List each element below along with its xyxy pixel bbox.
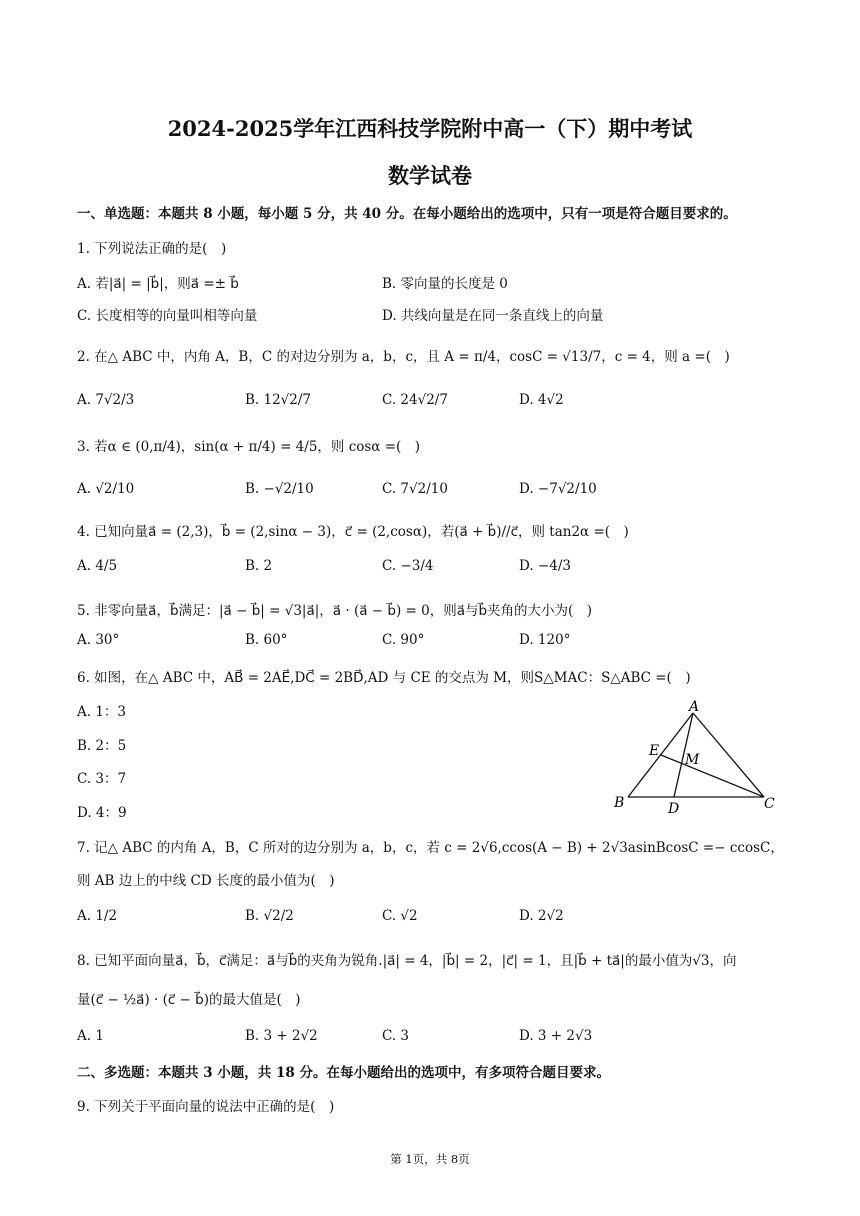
q1-option-b: B. 零向量的长度是 0 xyxy=(382,276,508,292)
q7-option-b: B. √2/2 xyxy=(245,908,294,924)
q5-option-b: B. 60° xyxy=(245,632,288,648)
question-8: 8. 已知平面向量a⃗，b⃗，c⃗满足：a⃗与b⃗的夹角为锐角.|a⃗| = 4，|b⃗| = 2，|c⃗| = 1，且|b⃗ + ta⃗|的最小值为√3，向 xyxy=(77,953,737,969)
q1-option-c: C. 长度相等的向量叫相等向量 xyxy=(77,308,258,324)
q5-option-d: D. 120° xyxy=(519,632,571,648)
question-5: 5. 非零向量a⃗，b⃗满足：|a⃗ − b⃗| = √3|a⃗|，a⃗ · (a⃗ − b⃗) = 0，则a⃗与b⃗夹角的大小为( ) xyxy=(77,603,593,619)
q8-option-a: A. 1 xyxy=(77,1028,104,1044)
q3-option-a: A. √2/10 xyxy=(77,481,135,497)
question-7: 7. 记△ ABC 的内角 A，B，C 所对的边分别为 a，b，c，若 c = 2√6,ccos(A − B) + 2√3asinBcosC =− ccosC， xyxy=(77,840,784,856)
q5-option-a: A. 30° xyxy=(77,632,120,648)
page-footer: 第 1页，共 8页 xyxy=(390,1152,470,1166)
question-7-cont: 则 AB 边上的中线 CD 长度的最小值为( ) xyxy=(77,873,335,889)
q8-option-b: B. 3 + 2√2 xyxy=(245,1028,318,1044)
q3-option-d: D. −7√2/10 xyxy=(519,481,597,497)
label-a: A xyxy=(689,699,700,715)
question-2: 2. 在△ ABC 中，内角 A，B，C 的对边分别为 a，b，c，且 A = π/4，cosC = √13/7，c = 4，则 a =( ) xyxy=(77,349,730,365)
triangle-figure xyxy=(608,695,788,820)
q1-option-d: D. 共线向量是在同一条直线上的向量 xyxy=(382,308,604,324)
q2-option-c: C. 24√2/7 xyxy=(382,392,448,408)
q8-option-d: D. 3 + 2√3 xyxy=(519,1028,593,1044)
question-1: 1. 下列说法正确的是( ) xyxy=(77,241,227,257)
q6-option-a: A. 1：3 xyxy=(77,704,127,720)
label-m: M xyxy=(685,752,700,768)
q3-option-c: C. 7√2/10 xyxy=(382,481,448,497)
q2-option-d: D. 4√2 xyxy=(519,392,564,408)
q8-option-c: C. 3 xyxy=(382,1028,410,1044)
question-3: 3. 若α ∈ (0,π/4)，sin(α + π/4) = 4/5，则 cosα =( ) xyxy=(77,439,421,455)
question-6: 6. 如图，在△ ABC 中，AB⃗ = 2AE⃗,DC⃗ = 2BD⃗,AD 与 CE 的交点为 M，则S△MAC：S△ABC =( ) xyxy=(77,670,691,686)
q4-option-d: D. −4/3 xyxy=(519,558,571,574)
q4-option-b: B. 2 xyxy=(245,558,273,574)
q4-option-a: A. 4/5 xyxy=(77,558,118,574)
q7-option-d: D. 2√2 xyxy=(519,908,564,924)
label-c: C xyxy=(764,796,775,812)
q7-option-c: C. √2 xyxy=(382,908,418,924)
question-4: 4. 已知向量a⃗ = (2,3)，b⃗ = (2,sinα − 3)，c⃗ = (2,cosα)，若(a⃗ + b⃗)//c⃗，则 tan2α =( ) xyxy=(77,524,629,540)
q1-option-a: A. 若|a⃗| = |b⃗|，则a⃗ =± b⃗ xyxy=(77,276,239,292)
q4-option-c: C. −3/4 xyxy=(382,558,434,574)
q6-option-c: C. 3：7 xyxy=(77,771,127,787)
q5-option-c: C. 90° xyxy=(382,632,425,648)
page-subtitle: 数学试卷 xyxy=(388,163,472,188)
q6-option-b: B. 2：5 xyxy=(77,738,127,754)
question-9: 9. 下列关于平面向量的说法中正确的是( ) xyxy=(77,1099,335,1115)
label-d: D xyxy=(668,801,680,817)
q2-option-a: A. 7√2/3 xyxy=(77,392,135,408)
section-multi-choice: 二、多选题：本题共 3 小题，共 18 分。在每小题给出的选项中，有多项符合题目要求。 xyxy=(77,1065,610,1081)
q2-option-b: B. 12√2/7 xyxy=(245,392,312,408)
question-8-cont: 量(c⃗ − ½a⃗) · (c⃗ − b⃗)的最大值是( ) xyxy=(77,992,301,1008)
q7-option-a: A. 1/2 xyxy=(77,908,118,924)
label-b: B xyxy=(614,795,625,811)
section-single-choice: 一、单选题：本题共 8 小题，每小题 5 分，共 40 分。在每小题给出的选项中，只有一项是符合题目要求的。 xyxy=(77,206,737,222)
page-title: 2024-2025学年江西科技学院附中高一（下）期中考试 xyxy=(167,116,693,141)
q3-option-b: B. −√2/10 xyxy=(245,481,314,497)
q6-option-d: D. 4：9 xyxy=(77,805,127,821)
label-e: E xyxy=(649,743,660,759)
